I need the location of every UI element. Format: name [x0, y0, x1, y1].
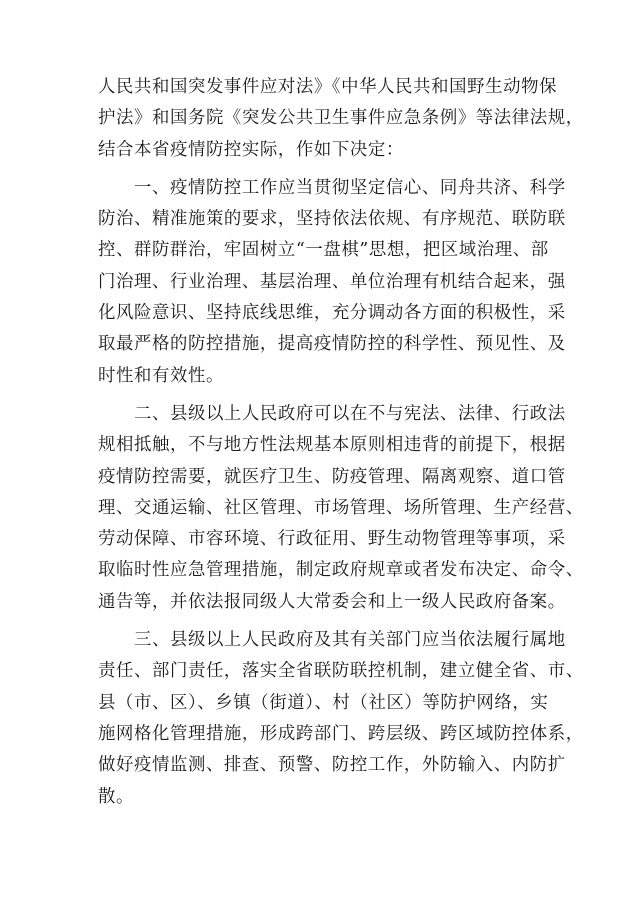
text-line: 通告等，并依法报同级人大常委会和上一级人民政府备案。: [98, 591, 566, 612]
text-line: 责任、部门责任，落实全省联防联控机制，建立健全省、市、: [98, 661, 584, 682]
text-line: 结合本省疫情防控实际，作如下决定：: [98, 139, 404, 160]
text-line: 三、县级以上人民政府及其有关部门应当依法履行属地: [98, 630, 566, 651]
text-line: 护法》和国务院《突发公共卫生事件应急条例》等法律法规，: [98, 108, 584, 129]
text-line: 控、群防群治，牢固树立“一盘棋”思想，把区域治理、部: [98, 240, 549, 261]
paragraph-intro: [98, 72, 584, 166]
text-line: 县（市、区）、乡镇（街道）、村（社区）等防护网络，实: [98, 692, 549, 713]
text-line: 劳动保障、市容环境、行政征用、野生动物管理等事项，采: [98, 529, 566, 550]
text-line: 散。: [98, 786, 134, 807]
text-line: 一、疫情防控工作应当贯彻坚定信心、同舟共济、科学: [98, 177, 566, 198]
paragraph-article-1: [98, 173, 566, 392]
text-line: 疫情防控需要，就医疗卫生、防疫管理、隔离观察、道口管: [98, 466, 566, 487]
text-line: 施网格化管理措施，形成跨部门、跨层级、跨区域防控体系，: [98, 723, 584, 744]
text-line: 人民共和国突发事件应对法》《中华人民共和国野生动物保: [98, 77, 558, 97]
paragraph-article-3: [98, 625, 584, 813]
text-line: 规相抵触，不与地方性法规基本原则相违背的前提下，根据: [98, 435, 566, 456]
text-line: 防治、精准施策的要求，坚持依法依规、有序规范、联防联: [98, 209, 566, 230]
text-line: 二、县级以上人民政府可以在不与宪法、法律、行政法: [98, 403, 566, 424]
text-line: 化风险意识、坚持底线思维，充分调动各方面的积极性，采: [98, 303, 566, 324]
paragraph-article-2: [98, 399, 584, 618]
text-line: 取临时性应急管理措施，制定政府规章或者发布决定、命令、: [98, 560, 584, 581]
paragraph-spacer: [98, 166, 554, 173]
text-line: 取最严格的防控措施，提高疫情防控的科学性、预见性、及: [98, 334, 566, 355]
paragraph-spacer: [98, 392, 554, 399]
text-line: 做好疫情监测、排查、预警、防控工作，外防输入、内防扩: [98, 755, 566, 776]
text-line: 时性和有效性。: [98, 365, 224, 386]
text-line: 门治理、行业治理、基层治理、单位治理有机结合起来，强: [98, 271, 566, 292]
text-line: 理、交通运输、社区管理、市场管理、场所管理、生产经营、: [98, 497, 584, 518]
paragraph-spacer: [98, 618, 554, 625]
document-body: [98, 72, 584, 813]
